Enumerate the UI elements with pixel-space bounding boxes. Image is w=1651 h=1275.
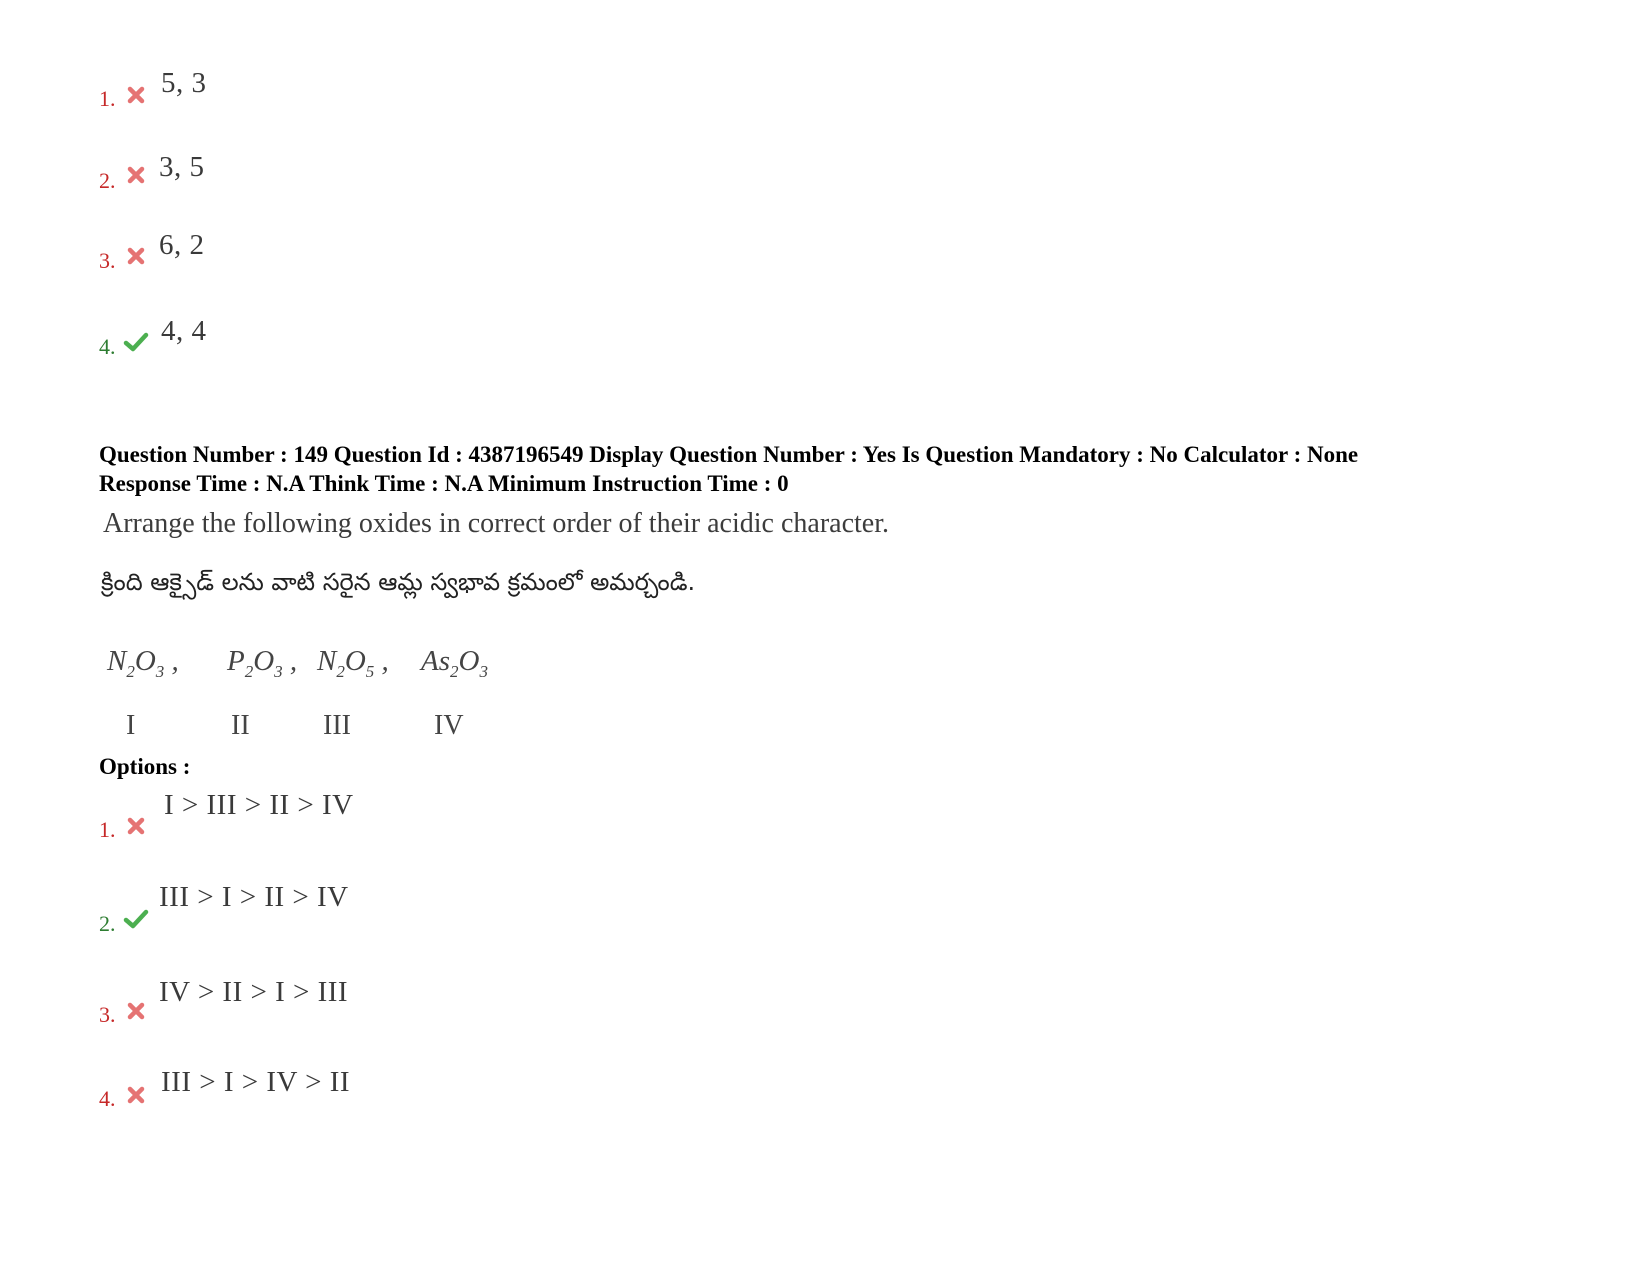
option-text: IV > II > I > III <box>159 976 349 1008</box>
option-number: 2. <box>99 911 116 936</box>
oxide-formula-4: $As_2O_3$ <box>421 645 488 681</box>
oxide-formula-3: $N_2O_5$ , <box>317 645 389 681</box>
check-icon <box>123 908 149 930</box>
question-meta-line-2: Response Time : N.A Think Time : N.A Minimum Instruction Time : 0 <box>99 471 789 496</box>
option-text: III > I > IV > II <box>161 1066 351 1098</box>
oxide-formula-2: $P_2O_3$ , <box>227 645 298 681</box>
oxide-label-1: I <box>126 710 136 741</box>
oxide-label-3: III <box>323 710 351 741</box>
cross-icon <box>125 1000 147 1022</box>
cross-icon <box>125 84 147 106</box>
question-text-english: Arrange the following oxides in correct order of their acidic character. <box>103 508 889 539</box>
option-number: 4. <box>99 334 116 359</box>
option-text: 5, 3 <box>161 67 207 99</box>
option-number: 1. <box>99 86 116 111</box>
question-text-telugu: క్రింది ఆక్సైడ్ లను వాటి సరైన ఆమ్ల స్వభావ క్రమంలో అమర్చండి. <box>101 568 696 596</box>
oxide-formula-1: $N_2O_3$ , <box>107 645 179 681</box>
options-heading: Options : <box>99 754 191 779</box>
option-number: 2. <box>99 168 116 193</box>
cross-icon <box>125 245 147 267</box>
oxide-label-2: II <box>231 710 250 741</box>
oxide-label-4: IV <box>434 710 464 741</box>
option-number: 3. <box>99 1002 116 1027</box>
option-text: 3, 5 <box>159 151 205 183</box>
cross-icon <box>125 815 147 837</box>
cross-icon <box>125 1084 147 1106</box>
option-text: I > III > II > IV <box>164 789 354 821</box>
question-meta-line-1: Question Number : 149 Question Id : 4387196549 Display Question Number : Yes Is Question Mandatory : No Calculator : None <box>99 442 1359 467</box>
option-text: 6, 2 <box>159 229 205 261</box>
option-text: 4, 4 <box>161 315 207 347</box>
cross-icon <box>125 164 147 186</box>
option-text: III > I > II > IV <box>159 881 349 913</box>
option-number: 3. <box>99 248 116 273</box>
check-icon <box>123 331 149 353</box>
option-number: 4. <box>99 1086 116 1111</box>
option-number: 1. <box>99 817 116 842</box>
